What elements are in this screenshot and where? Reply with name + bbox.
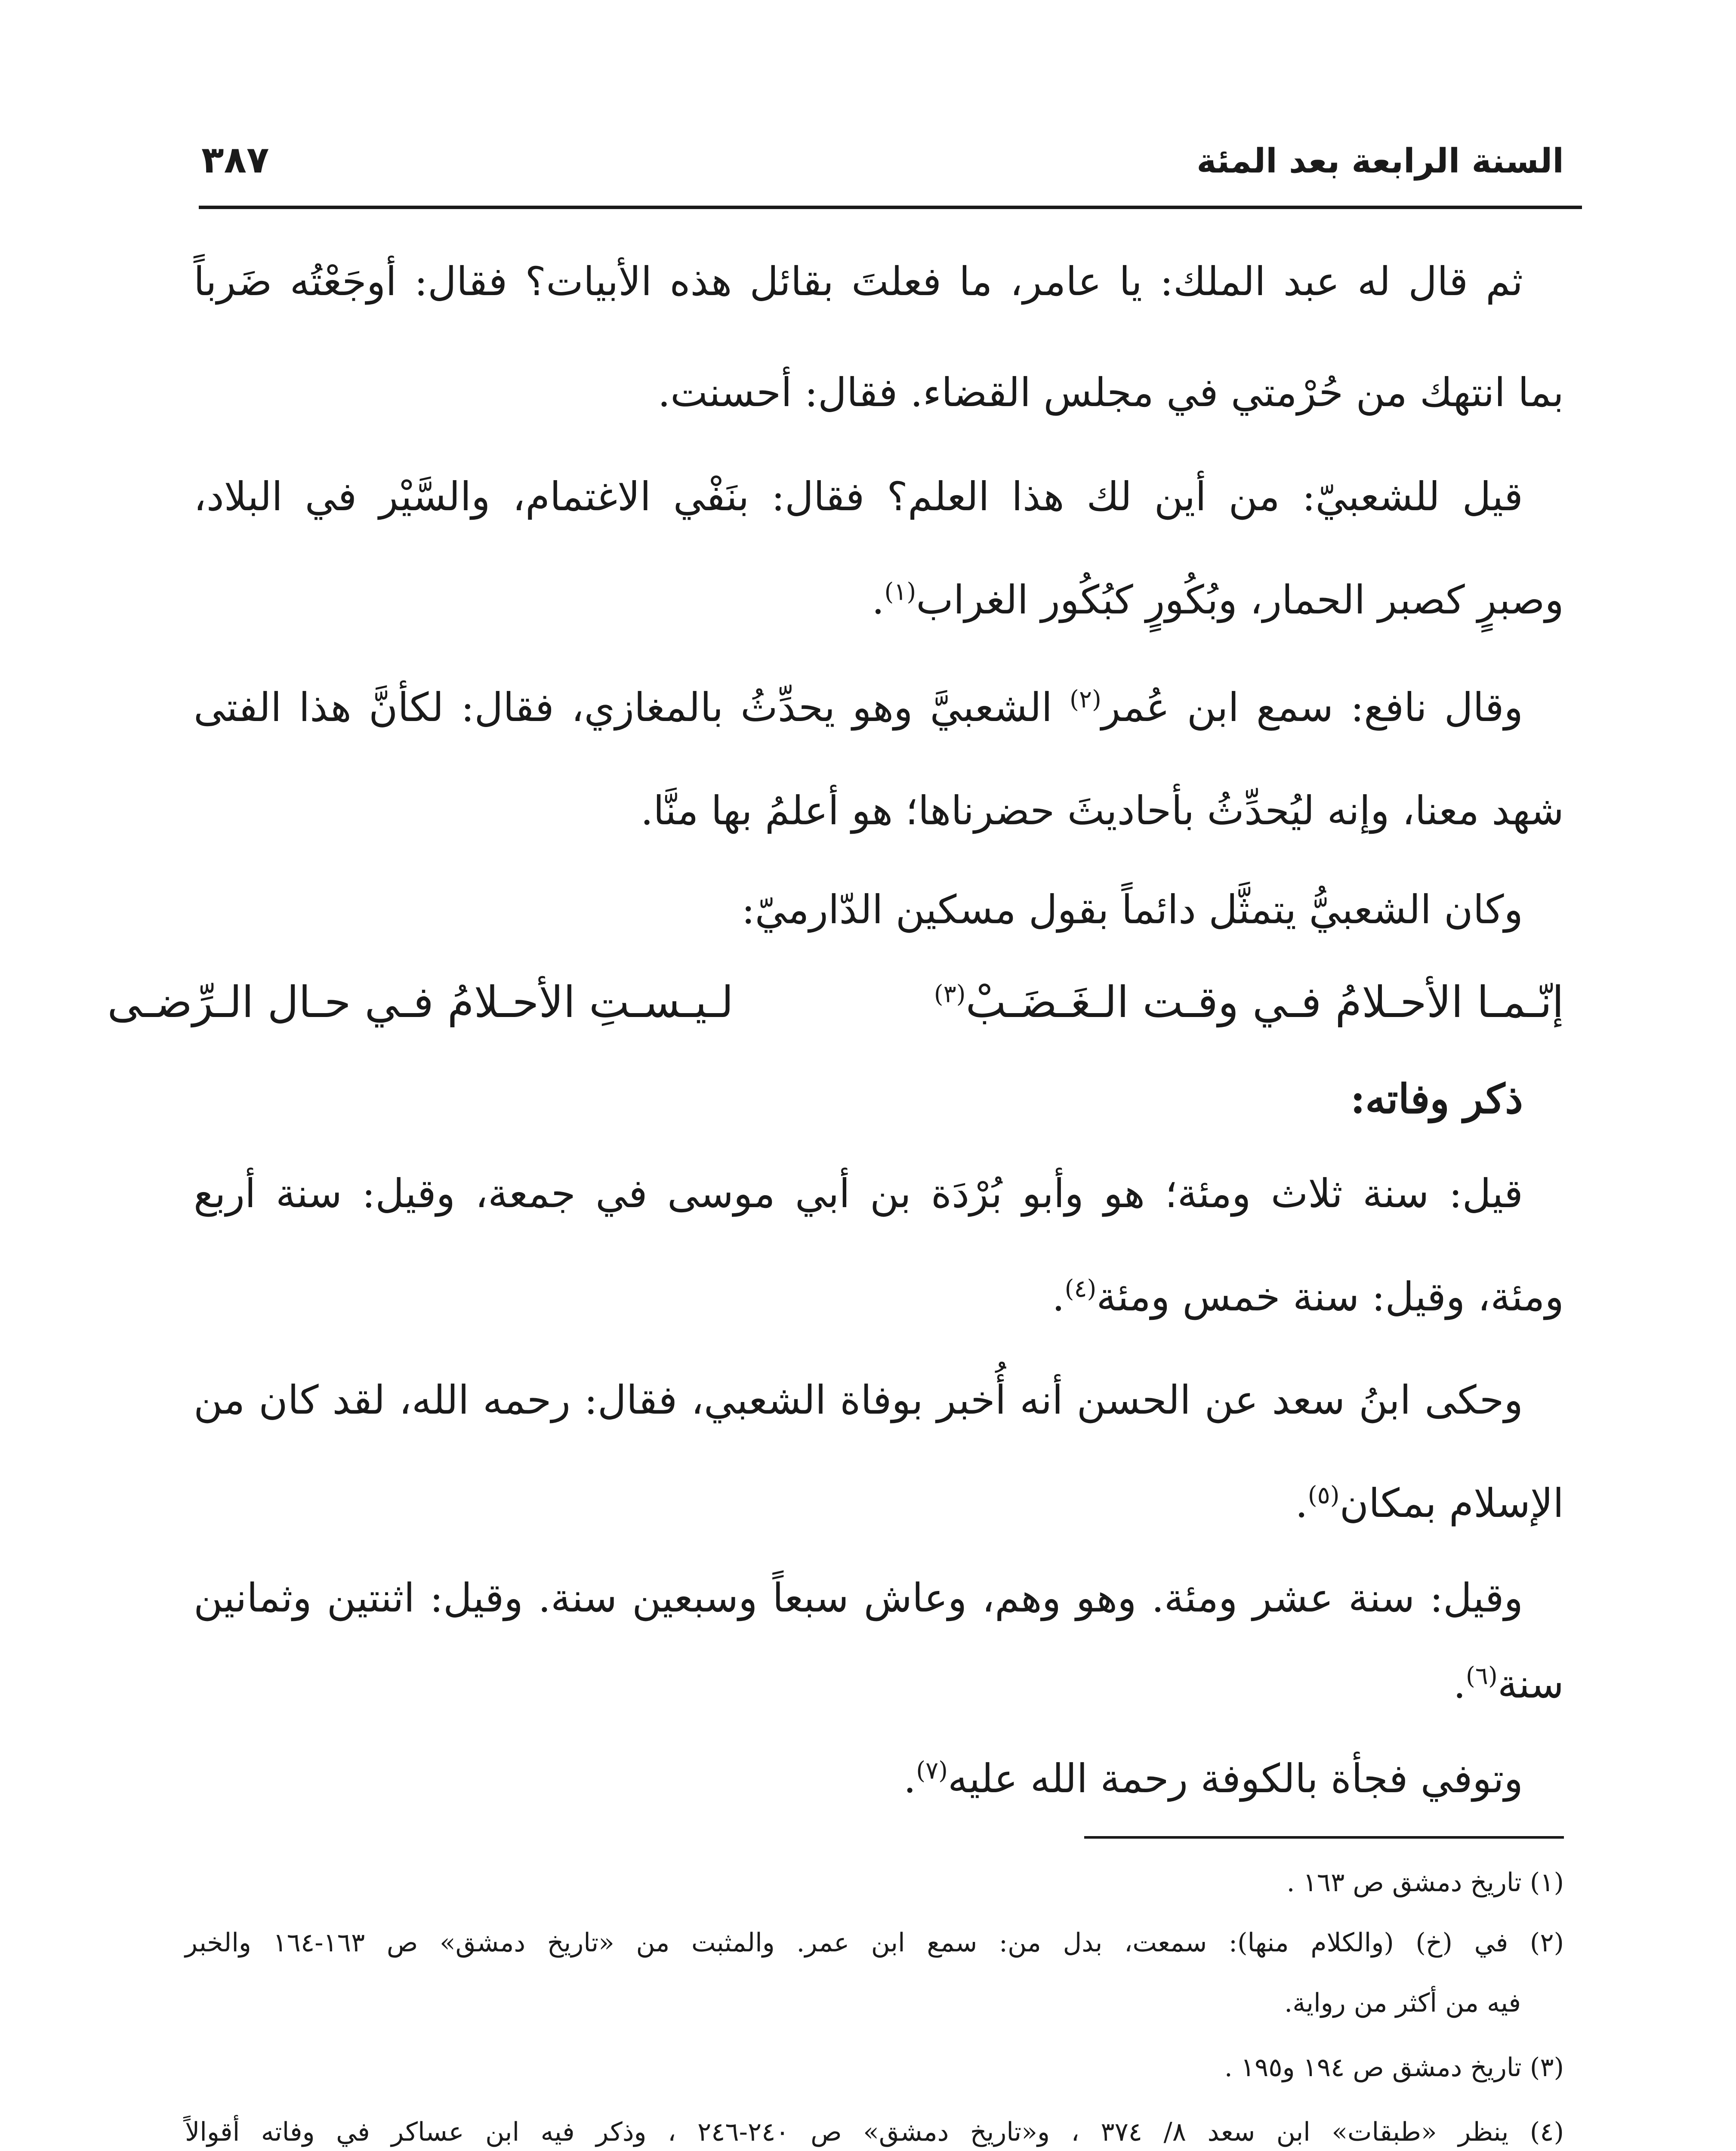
footnote-2: (٢) في (خ) (والكلام منها): سمعت، بدل من: سمع ابن عمر. والمثبت من «تاريخ دمشق» ص ١٦٣-١٦٤ والخبر [185, 1928, 1564, 1958]
body-text: وصبرٍ كصبر الحمار، وبُكُورٍ كبُكُور الغراب [916, 577, 1564, 623]
body-text: وقال نافع: سمع ابن عُمر [1101, 684, 1523, 730]
body-line [194, 684, 1523, 731]
page-number: ٣٨٧ [201, 139, 269, 182]
body-line [194, 576, 1564, 624]
body-text: . [1453, 1661, 1466, 1707]
footnote-marker: (٣) [934, 980, 966, 1008]
footnote-4: (٤) ينظر «طبقات» ابن سعد ٨/ ٣٧٤ ، و«تاريخ دمشق» ص ٢٤٠-٢٤٦ ، وذكر فيه ابن عساكر في وفاته أقوالاً [185, 2117, 1564, 2147]
verse-first-hemistich: لـيـسـتِ الأحـلامُ فـي حـال الـرِّضـى [107, 977, 734, 1027]
body-text: . [872, 577, 885, 623]
body-line [194, 1661, 1564, 1708]
verse-text: إنّـمـا الأحـلامُ فـي وقـت الـغَـضَـبْ [965, 977, 1564, 1027]
running-title: السنة الرابعة بعد المئة [1196, 142, 1564, 181]
body-text: . [1052, 1274, 1065, 1320]
body-text: وتوفي فجأة بالكوفة رحمة الله عليه [948, 1756, 1523, 1802]
footnote-marker: (١) [884, 578, 916, 606]
footnote-marker: (٢) [1070, 685, 1101, 714]
header-rule [199, 206, 1582, 209]
section-heading: ذكر وفاته: [1350, 1076, 1523, 1123]
body-text: الإسلام بمكان [1339, 1480, 1564, 1526]
body-line: قيل للشعبيّ: من أين لك هذا العلم؟ فقال: بنَفْي الاغتمام، والسَّيْر في البلاد، [194, 474, 1523, 520]
body-line: وكان الشعبيُّ يتمثَّل دائماً بقول مسكين الدّارميّ: [741, 887, 1523, 933]
body-line: قيل: سنة ثلاث ومئة؛ هو وأبو بُرْدَة بن أبي موسى في جمعة، وقيل: سنة أربع [194, 1171, 1523, 1217]
footnote-marker: (٥) [1307, 1481, 1340, 1510]
footnote-marker: (٤) [1064, 1275, 1097, 1303]
body-line: شهد معنا، وإنه ليُحدِّثُ بأحاديثَ حضرناها؛ هو أعلمُ بها منَّا. [641, 788, 1564, 834]
body-line [194, 1480, 1564, 1527]
body-line [194, 1273, 1564, 1321]
footnote-marker: (٧) [916, 1757, 948, 1785]
body-text: . [1295, 1480, 1308, 1526]
body-line [194, 1755, 1523, 1803]
body-text: . [903, 1756, 916, 1802]
footnote-3: (٣) تاريخ دمشق ص ١٩٤ و١٩٥ . [1224, 2052, 1564, 2083]
body-text: ومئة، وقيل: سنة خمس ومئة [1096, 1274, 1564, 1320]
footnote-2-continuation: فيه من أكثر من رواية. [1284, 1988, 1521, 2018]
body-text: سنة [1497, 1661, 1564, 1707]
footnote-rule [1084, 1836, 1564, 1839]
body-line: ثم قال له عبد الملك: يا عامر، ما فعلتَ بقائل هذه الأبيات؟ فقال: أوجَعْتُه ضَرباً [194, 259, 1523, 305]
body-text: الشعبيَّ وهو يحدِّثُ بالمغازي، فقال: لكأنَّ هذا الفتى [194, 684, 1070, 730]
verse-second-hemistich [934, 977, 1564, 1028]
footnote-marker: (٦) [1466, 1662, 1498, 1690]
body-line: بما انتهك من حُرْمتي في مجلس القضاء. فقال: أحسنت. [657, 370, 1564, 416]
body-line: وقيل: سنة عشر ومئة. وهو وهم، وعاش سبعاً وسبعين سنة. وقيل: اثنتين وثمانين [194, 1575, 1523, 1621]
body-line: وحكى ابنُ سعد عن الحسن أنه أُخبر بوفاة الشعبي، فقال: رحمه الله، لقد كان من [194, 1377, 1523, 1423]
footnote-1: (١) تاريخ دمشق ص ١٦٣ . [1286, 1867, 1564, 1898]
